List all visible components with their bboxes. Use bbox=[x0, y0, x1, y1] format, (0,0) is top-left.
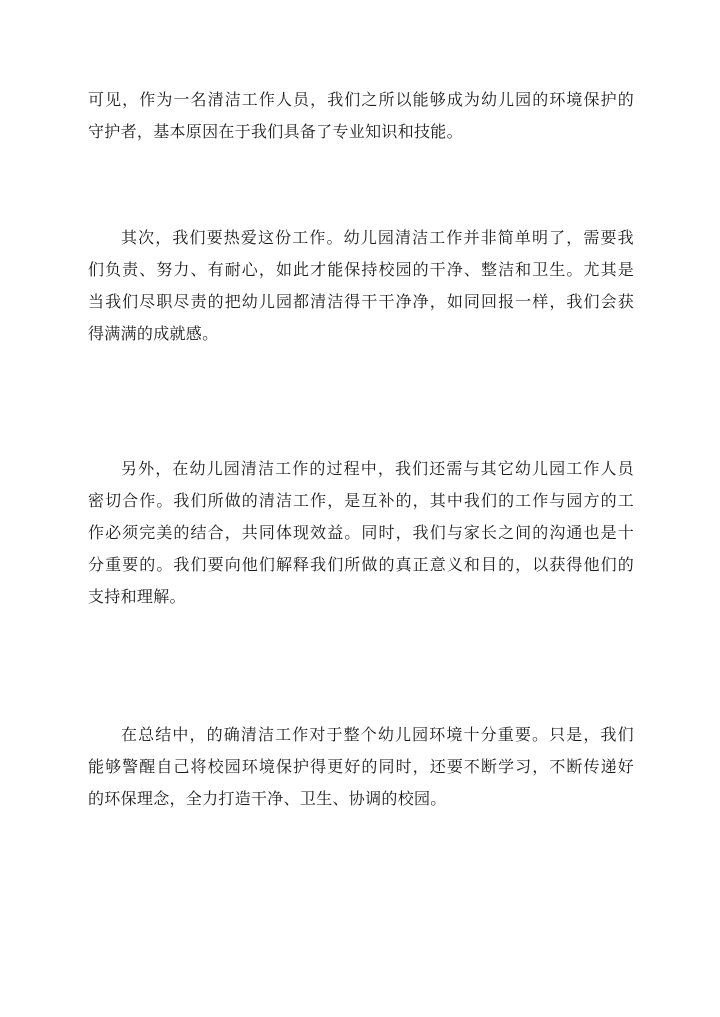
paragraph-line: 分重要的。我们要向他们解释我们所做的真正意义和目的，以获得他们的 bbox=[88, 555, 634, 574]
paragraph-line: 密切合作。我们所做的清洁工作，是互补的，其中我们的工作与园方的工 bbox=[88, 491, 634, 510]
paragraph-line: 得满满的成就感。 bbox=[88, 324, 219, 343]
paragraph-line: 另外，在幼儿园清洁工作的过程中，我们还需与其它幼儿园工作人员 bbox=[121, 459, 634, 478]
paragraph-line: 守护者，基本原因在于我们具备了专业知识和技能。 bbox=[88, 122, 463, 141]
paragraph-line: 在总结中，的确清洁工作对于整个幼儿园环境十分重要。只是，我们 bbox=[121, 725, 634, 744]
paragraph-line: 当我们尽职尽责的把幼儿园都清洁得干干净净，如同回报一样，我们会获 bbox=[88, 292, 634, 311]
paragraph-line: 可见，作为一名清洁工作人员，我们之所以能够成为幼儿园的环境保护的 bbox=[88, 90, 634, 109]
paragraph-4 bbox=[88, 719, 634, 815]
paragraph-line: 其次，我们要热爱这份工作。幼儿园清洁工作并非简单明了，需要我 bbox=[121, 228, 634, 247]
paragraph-line: 能够警醒自己将校园环境保护得更好的同时，还要不断学习，不断传递好 bbox=[88, 757, 634, 776]
paragraph-2 bbox=[88, 222, 634, 350]
paragraph-line: 们负责、努力、有耐心，如此才能保持校园的干净、整洁和卫生。尤其是 bbox=[88, 260, 634, 279]
paragraph-line: 作必须完美的结合，共同体现效益。同时，我们与家长之间的沟通也是十 bbox=[88, 523, 634, 542]
paragraph-line: 的环保理念，全力打造干净、卫生、协调的校园。 bbox=[88, 789, 447, 808]
paragraph-1 bbox=[88, 84, 634, 148]
paragraph-3 bbox=[88, 453, 634, 613]
paragraph-line: 支持和理解。 bbox=[88, 587, 186, 606]
